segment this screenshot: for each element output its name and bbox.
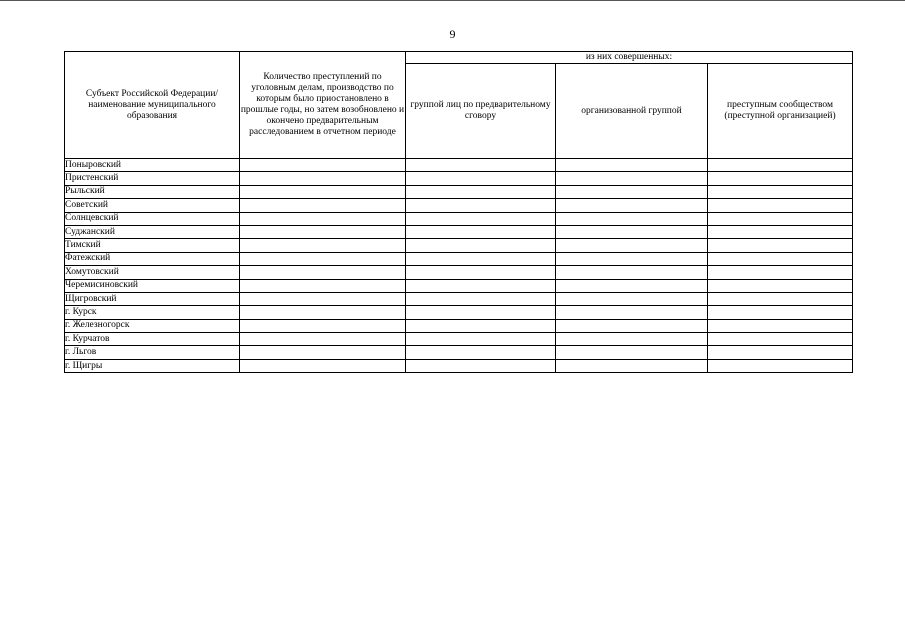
page-number: 9 xyxy=(449,27,456,41)
row-value-cell xyxy=(406,172,556,185)
table-row xyxy=(65,319,853,332)
row-value-cell xyxy=(406,279,556,292)
header-organized-group: организованной группой xyxy=(556,64,708,159)
row-value-cell xyxy=(708,266,853,279)
row-value-cell xyxy=(556,199,708,212)
row-value-cell xyxy=(556,333,708,346)
row-value-cell xyxy=(556,172,708,185)
row-municipality-name: Фатежский xyxy=(65,252,240,265)
row-value-cell xyxy=(240,319,406,332)
row-value-cell xyxy=(556,346,708,359)
table-row xyxy=(65,266,853,279)
row-municipality-name: г. Курчатов xyxy=(65,333,240,346)
row-value-cell xyxy=(556,266,708,279)
row-value-cell xyxy=(240,225,406,238)
table-row xyxy=(65,359,853,372)
row-value-cell xyxy=(240,172,406,185)
row-value-cell xyxy=(240,185,406,198)
row-value-cell xyxy=(556,306,708,319)
row-municipality-name: Черемисиновский xyxy=(65,279,240,292)
row-value-cell xyxy=(708,199,853,212)
table-row xyxy=(65,159,853,172)
row-value-cell xyxy=(406,225,556,238)
row-municipality-name: Рыльский xyxy=(65,185,240,198)
row-value-cell xyxy=(406,306,556,319)
row-value-cell xyxy=(556,212,708,225)
row-value-cell xyxy=(240,159,406,172)
row-value-cell xyxy=(556,359,708,372)
row-value-cell xyxy=(556,225,708,238)
row-value-cell xyxy=(240,199,406,212)
row-municipality-name: Пристенский xyxy=(65,172,240,185)
row-value-cell xyxy=(708,159,853,172)
table-row xyxy=(65,333,853,346)
row-value-cell xyxy=(406,252,556,265)
row-municipality-name: Тимский xyxy=(65,239,240,252)
row-value-cell xyxy=(406,333,556,346)
row-value-cell xyxy=(406,212,556,225)
row-municipality-name: Суджанский xyxy=(65,225,240,238)
top-border-line xyxy=(0,0,905,1)
row-value-cell xyxy=(708,306,853,319)
row-value-cell xyxy=(708,225,853,238)
header-group-conspiracy: группой лиц по предварительному сговору xyxy=(406,64,556,159)
row-value-cell xyxy=(240,252,406,265)
row-value-cell xyxy=(240,359,406,372)
row-value-cell xyxy=(708,185,853,198)
row-value-cell xyxy=(406,359,556,372)
row-municipality-name: Поныровский xyxy=(65,159,240,172)
table-row xyxy=(65,212,853,225)
row-value-cell xyxy=(708,252,853,265)
row-value-cell xyxy=(708,239,853,252)
row-value-cell xyxy=(708,333,853,346)
row-value-cell xyxy=(556,252,708,265)
row-value-cell xyxy=(708,319,853,332)
row-value-cell xyxy=(240,292,406,305)
row-municipality-name: Щигровский xyxy=(65,292,240,305)
row-value-cell xyxy=(406,266,556,279)
row-value-cell xyxy=(240,346,406,359)
row-value-cell xyxy=(240,279,406,292)
row-value-cell xyxy=(556,319,708,332)
row-value-cell xyxy=(240,212,406,225)
table-row xyxy=(65,172,853,185)
row-value-cell xyxy=(406,159,556,172)
row-value-cell xyxy=(708,359,853,372)
row-value-cell xyxy=(708,212,853,225)
row-municipality-name: г. Льгов xyxy=(65,346,240,359)
header-subject: Субъект Российской Федерации/ наименование муниципального образования xyxy=(65,52,240,159)
row-value-cell xyxy=(556,279,708,292)
row-value-cell xyxy=(556,239,708,252)
row-municipality-name: г. Железногорск xyxy=(65,319,240,332)
row-value-cell xyxy=(240,333,406,346)
table-row xyxy=(65,292,853,305)
table-row xyxy=(65,225,853,238)
row-value-cell xyxy=(708,292,853,305)
row-value-cell xyxy=(406,319,556,332)
row-value-cell xyxy=(556,292,708,305)
header-criminal-community: преступным сообществом (преступной организацией) xyxy=(708,64,853,159)
table-row xyxy=(65,252,853,265)
row-value-cell xyxy=(406,292,556,305)
statistics-table xyxy=(64,51,853,373)
table-row xyxy=(65,279,853,292)
row-municipality-name: г. Щигры xyxy=(65,359,240,372)
row-value-cell xyxy=(406,185,556,198)
header-crime-count: Количество преступлений по уголовным делам, производство по которым было приостановлено в прошлые годы, но затем возобновлено и окончено предварительным расследованием в отчетном периоде xyxy=(240,52,406,159)
row-value-cell xyxy=(240,239,406,252)
table-row xyxy=(65,239,853,252)
row-municipality-name: Солнцевский xyxy=(65,212,240,225)
table-row xyxy=(65,346,853,359)
row-value-cell xyxy=(556,159,708,172)
table-row xyxy=(65,199,853,212)
row-municipality-name: г. Курск xyxy=(65,306,240,319)
row-municipality-name: Хомутовский xyxy=(65,266,240,279)
header-committed-group: из них совершенных: xyxy=(406,52,853,64)
row-value-cell xyxy=(406,199,556,212)
row-value-cell xyxy=(708,346,853,359)
table-row xyxy=(65,306,853,319)
row-value-cell xyxy=(240,266,406,279)
row-value-cell xyxy=(708,279,853,292)
row-municipality-name: Советский xyxy=(65,199,240,212)
row-value-cell xyxy=(240,306,406,319)
row-value-cell xyxy=(708,172,853,185)
row-value-cell xyxy=(556,185,708,198)
row-value-cell xyxy=(406,346,556,359)
table-row xyxy=(65,185,853,198)
row-value-cell xyxy=(406,239,556,252)
